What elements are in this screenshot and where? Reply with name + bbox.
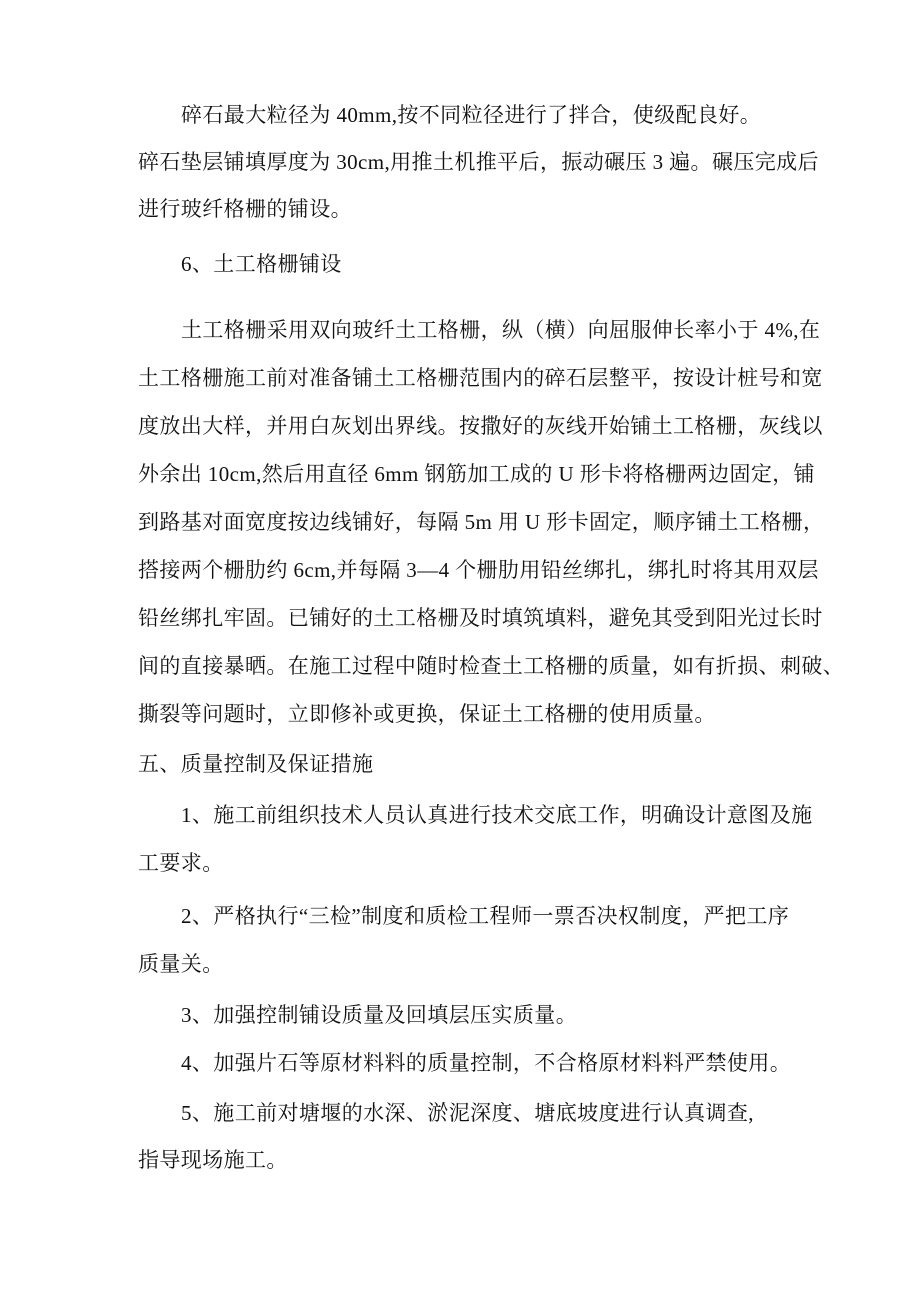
- text-line-9: 到路基对面宽度按边线铺好，每隔 5m 用 U 形卡固定，顺序铺土工格栅，: [138, 510, 825, 534]
- text-line-13: 撕裂等问题时，立即修补或更换，保证土工格栅的使用质量。: [138, 702, 716, 726]
- text-line-11: 铅丝绑扎牢固。已铺好的土工格栅及时填筑填料，避免其受到阳光过长时: [138, 606, 823, 630]
- text-line-3: 进行玻纤格栅的铺设。: [138, 197, 352, 221]
- text-line-17: 2、严格执行“三检”制度和质检工程师一票否决权制度，严把工序: [181, 904, 790, 928]
- section-heading-5: 五、质量控制及保证措施: [138, 752, 374, 776]
- text-line-19: 3、加强控制铺设质量及回填层压实质量。: [181, 1003, 578, 1027]
- text-line-12: 间的直接暴晒。在施工过程中随时检查土工格栅的质量，如有折损、刺破、: [138, 654, 845, 678]
- section-heading-6: 6、土工格栅铺设: [181, 252, 342, 276]
- text-line-22: 指导现场施工。: [138, 1148, 288, 1172]
- text-line-1: 碎石最大粒径为 40mm,按不同粒径进行了拌合，使级配良好。: [181, 103, 762, 127]
- text-line-2: 碎石垫层铺填厚度为 30cm,用推土机推平后，振动碾压 3 遍。碾压完成后: [138, 150, 819, 174]
- text-line-10: 搭接两个栅肋约 6cm,并每隔 3—4 个栅肋用铅丝绑扎，绑扎时将其用双层: [138, 558, 819, 582]
- text-line-16: 工要求。: [138, 851, 224, 875]
- text-line-6: 土工格栅施工前对准备铺土工格栅范围内的碎石层整平，按设计桩号和宽: [138, 366, 823, 390]
- text-line-5: 土工格栅采用双向玻纤土工格栅，纵（横）向屈服伸长率小于 4%,在: [181, 318, 821, 342]
- text-line-18: 质量关。: [138, 952, 224, 976]
- text-line-8: 外余出 10cm,然后用直径 6mm 钢筋加工成的 U 形卡将格栅两边固定，铺: [138, 462, 816, 486]
- text-line-20: 4、加强片石等原材料料的质量控制，不合格原材料料严禁使用。: [181, 1051, 792, 1075]
- text-line-7: 度放出大样，并用白灰划出界线。按撒好的灰线开始铺土工格栅，灰线以: [138, 414, 823, 438]
- text-line-21: 5、施工前对塘堰的水深、淤泥深度、塘底坡度进行认真调查,: [181, 1101, 754, 1125]
- text-line-15: 1、施工前组织技术人员认真进行技术交底工作，明确设计意图及施: [181, 803, 813, 827]
